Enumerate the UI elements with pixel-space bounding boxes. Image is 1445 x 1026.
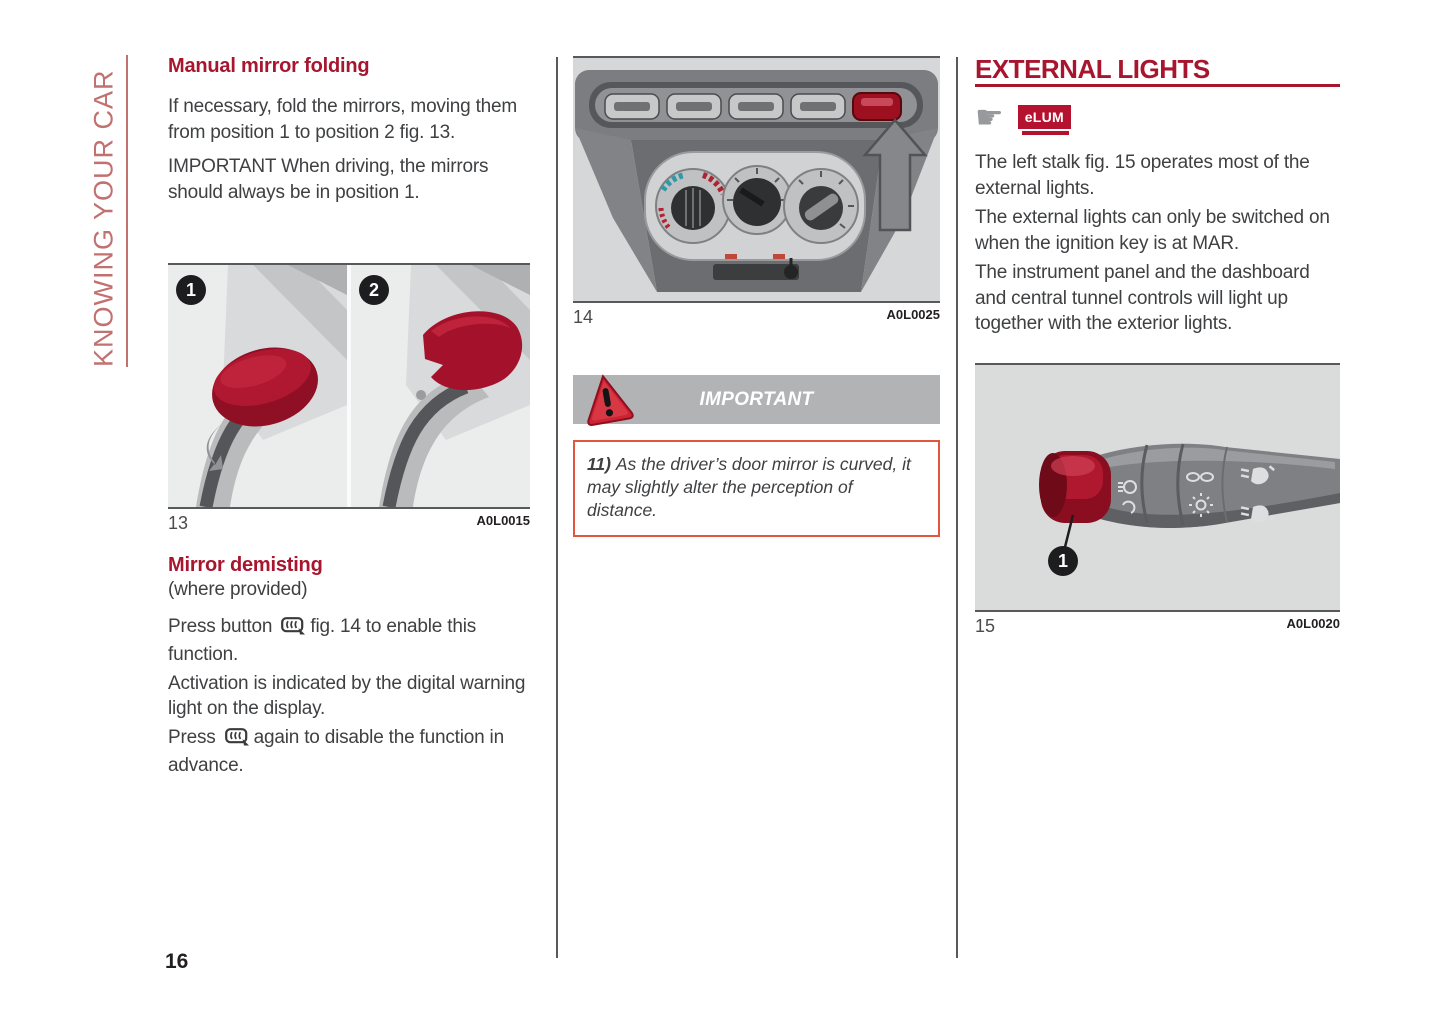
- section-heading-external-lights: EXTERNAL LIGHTS: [975, 54, 1210, 84]
- demist-paragraph-1: [168, 614, 534, 668]
- important-banner: [573, 375, 940, 424]
- demist-button-icon: [225, 728, 250, 754]
- external-lights-rule: [975, 84, 1340, 87]
- paragraph: If necessary, fold the mirrors, moving them from position 1 to position 2 fig. 13.: [168, 96, 518, 143]
- paragraph: The instrument panel and the dashboard and central tunnel controls will light up together with the exterior lights.: [975, 262, 1310, 334]
- figure-14-control-panel: [573, 56, 940, 328]
- mirror-demisting-section: [168, 554, 534, 782]
- mirror-positions-illustration: [168, 265, 530, 507]
- section-heading-manual-mirror-folding: Manual mirror folding: [168, 55, 370, 77]
- pointing-hand-icon: ☛: [975, 98, 1004, 136]
- demist-button-icon: [281, 617, 306, 643]
- external-lights-icons-row: [975, 98, 1340, 136]
- text-run: fig. 14 to enable this function.: [168, 615, 477, 665]
- stalk-red-knob: [1039, 451, 1111, 523]
- text-run: again to disable the function in advance.: [168, 726, 504, 776]
- chapter-label: KNOWING YOUR CAR: [88, 69, 119, 367]
- figure-13-number: 13: [168, 513, 189, 533]
- paragraph: The left stalk fig. 15 operates most of the external lights.: [975, 152, 1310, 199]
- section-heading-mirror-demisting: Mirror demisting: [168, 554, 323, 576]
- paragraph: IMPORTANT When driving, the mirrors should always be in position 1.: [168, 156, 489, 203]
- note-reference: 11): [587, 454, 616, 474]
- figure-14-code: A0L0025: [886, 307, 940, 322]
- figure-15-light-stalk: [975, 363, 1340, 637]
- important-banner-label: IMPORTANT: [699, 388, 814, 410]
- figure-15-image: [975, 363, 1340, 612]
- column-divider-1: [556, 57, 558, 958]
- demist-button-highlight: [853, 93, 901, 120]
- figure-14-number: 14: [573, 307, 594, 327]
- note-text: As the driver’s door mirror is curved, it may slightly alter the perception of distance.: [587, 454, 911, 520]
- control-panel-illustration: [573, 58, 940, 301]
- figure-13-code: A0L0015: [476, 513, 530, 528]
- text-run: Press button: [168, 615, 278, 637]
- demist-paragraph-2: Activation is indicated by the digital warning light on the display.: [168, 672, 526, 719]
- figure-13-badge-1: 1: [185, 280, 197, 300]
- demist-paragraph-3: [168, 725, 534, 779]
- light-stalk-illustration: [975, 365, 1340, 610]
- figure-15-number: 15: [975, 616, 996, 636]
- figure-13-image: [168, 263, 530, 509]
- mirror-folding-paragraphs: [168, 94, 534, 208]
- figure-14-image: [573, 56, 940, 303]
- where-provided-note: (where provided): [168, 579, 308, 600]
- column-divider-2: [956, 57, 958, 958]
- external-lights-paragraphs: [975, 150, 1343, 340]
- figure-15-badge-1: 1: [1057, 551, 1069, 571]
- note-11-box: [573, 440, 940, 537]
- page-number: 16: [165, 950, 189, 973]
- figure-15-code: A0L0020: [1286, 616, 1340, 631]
- figure-13-badge-2: 2: [368, 280, 380, 300]
- chapter-rule: [126, 55, 128, 367]
- text-run: Press: [168, 726, 221, 748]
- figure-13-mirror-positions: [168, 263, 530, 534]
- paragraph: The external lights can only be switched on when the ignition key is at MAR.: [975, 207, 1330, 254]
- elum-book-icon: eLUM: [1018, 105, 1071, 129]
